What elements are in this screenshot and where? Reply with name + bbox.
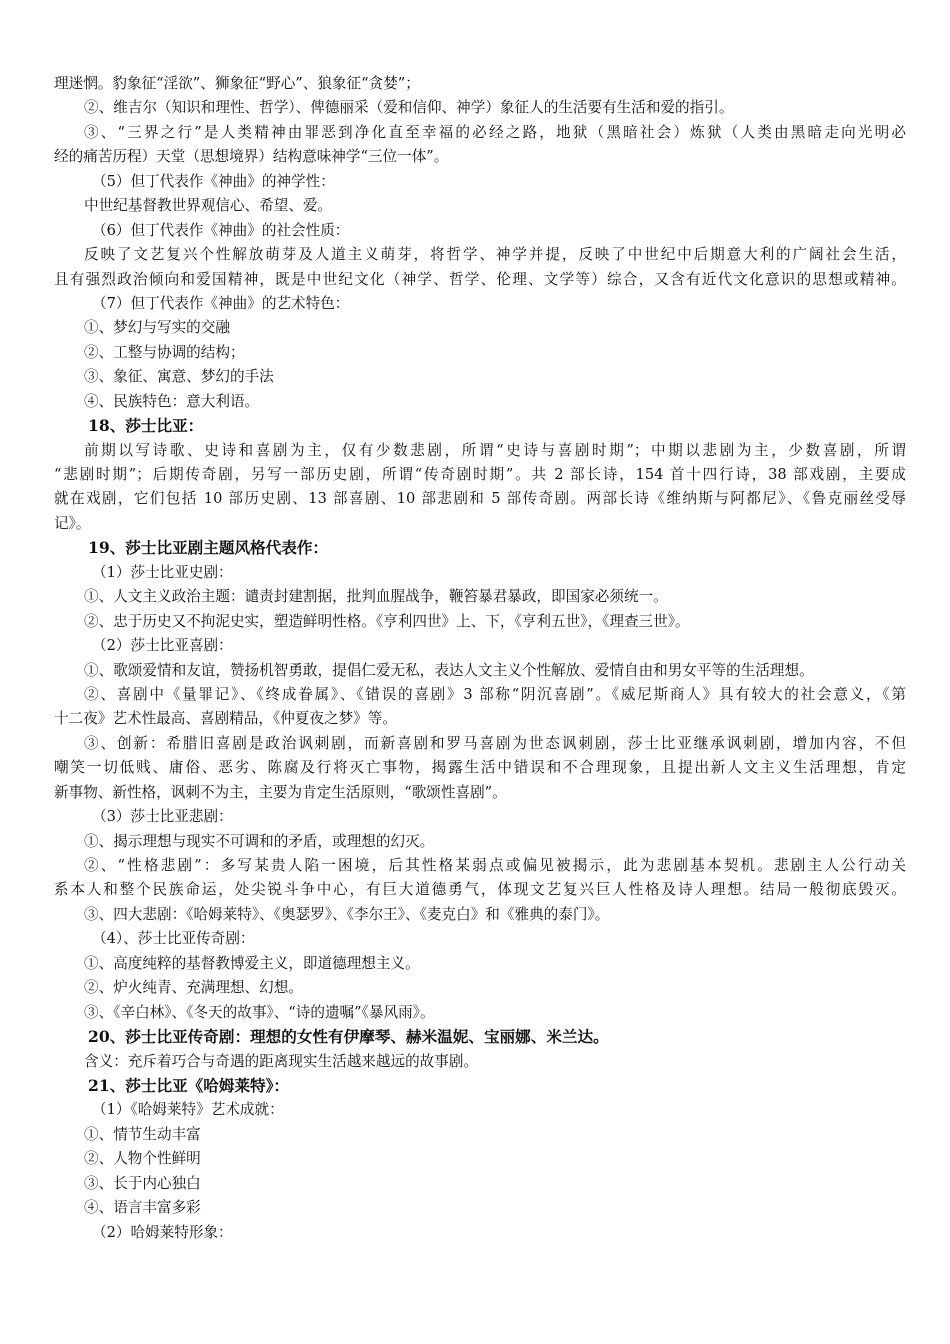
text-line: ①、高度纯粹的基督教博爱主义，即道德理想主义。 (84, 954, 420, 972)
text-line: 经的痛苦历程）天堂（思想境界）结构意味神学“三位一体”。 (54, 148, 449, 166)
text-line: 记》。 (54, 514, 91, 532)
text-line: ②、炉火纯青、充满理想、幻想。 (84, 979, 303, 997)
text-line: ②、人物个性鲜明 (84, 1150, 201, 1168)
text-line: 嘲笑一切低贱、庸俗、恶劣、陈腐及行将灭亡事物，揭露生活中错误和不合理现象，且提出新人文主义生活理想，肯定 (54, 759, 906, 777)
text-line: 前期以写诗歌、史诗和喜剧为主，仅有少数悲剧，所谓“史诗与喜剧时期”；中期以悲剧为主，少数喜剧，所谓 (84, 441, 906, 459)
section-heading: 18、莎士比亚： (88, 416, 204, 436)
text-line: （3）莎士比亚悲剧： (92, 808, 233, 826)
text-line: 中世纪基督教世界观信心、希望、爱。 (84, 197, 333, 215)
text-line: 系本人和整个民族命运，处尖锐斗争中心，有巨大道德勇气，体现文艺复兴巨人性格及诗人理想。结局一般彻底毁灭。 (54, 881, 906, 899)
text-line: （1）莎士比亚史剧： (92, 563, 233, 581)
text-line: ④、语言丰富多彩 (84, 1199, 201, 1217)
text-line: 反映了文艺复兴个性解放萌芽及人道主义萌芽，将哲学、神学并提，反映了中世纪中后期意大利的广阔社会生活， (84, 246, 906, 264)
text-line: ①、梦幻与写实的交融 (84, 319, 230, 337)
text-line: ③、四大悲剧：《哈姆莱特》、《奥瑟罗》、《李尔王》、《麦克白》和《雅典的泰门》。 (84, 905, 610, 923)
text-line: （7）但丁代表作《神曲》的艺术特色： (92, 294, 350, 312)
text-line: ②、喜剧中《量罪记》、《终成眷属》、《错误的喜剧》3 部称“阴沉喜剧”。《威尼斯商人》具有较大的社会意义，《第 (84, 685, 906, 703)
text-line: ①、情节生动丰富 (84, 1125, 201, 1143)
text-line: ②、“性格悲剧”：多写某贵人陷一困境，后其性格某弱点或偏见被揭示，此为悲剧基本契机。悲剧主人公行动关 (84, 857, 906, 874)
section-heading: 20、莎士比亚传奇剧：理想的女性有伊摩琴、赫米温妮、宝丽娜、米兰达。 (88, 1027, 609, 1047)
text-line: ③、长于内心独白 (84, 1174, 201, 1192)
text-line: ②、忠于历史又不拘泥史实，塑造鲜明性格。《亨利四世》上、下，《亨利五世》，《理查三世》。 (84, 612, 690, 630)
text-line: （5）但丁代表作《神曲》的神学性： (92, 172, 335, 190)
section-heading: 21、莎士比亚《哈姆莱特》： (88, 1075, 290, 1095)
text-line: （6）但丁代表作《神曲》的社会性质： (92, 221, 350, 239)
text-line: ①、人文主义政治主题：谴责封建割据，批判血腥战争，鞭笞暴君暴政，即国家必须统一。 (84, 588, 668, 606)
text-line: ③、“三界之行”是人类精神由罪恶到净化直至幸福的必经之路，地狱（黑暗社会）炼狱（人类由黑暗走向光明必 (84, 123, 906, 141)
text-line: ①、歌颂爱情和友谊，赞扬机智勇敢，提倡仁爱无私，表达人文主义个性解放、爱情自由和男女平等的生活理想。 (84, 661, 814, 679)
text-line: ②、工整与协调的结构； (84, 343, 245, 361)
text-line: ②、维吉尔（知识和理性、哲学）、俾德丽采（爱和信仰、神学）象征人的生活要有生活和爱的指引。 (84, 99, 734, 117)
text-line: “悲剧时期”；后期传奇剧，另写一部历史剧，所谓“传奇剧时期”。共 2 部长诗，154 首十四行诗，38 部戏剧，主要成 (54, 466, 906, 483)
text-line: 理迷惘。豹象征“淫欲”、狮象征“野心”、狼象征“贪婪”； (54, 75, 420, 92)
text-line: ③、创新：希腊旧喜剧是政治讽刺剧，而新喜剧和罗马喜剧为世态讽刺剧，莎士比亚继承讽刺剧，增加内容，不但 (84, 734, 906, 752)
text-line: 就在戏剧，它们包括 10 部历史剧、13 部喜剧、10 部悲剧和 5 部传奇剧。两部长诗《维纳斯与阿都尼》、《鲁克丽丝受辱 (54, 490, 906, 508)
text-line: （2）莎士比亚喜剧： (92, 637, 233, 655)
text-line: 且有强烈政治倾向和爱国精神，既是中世纪文化（神学、哲学、伦理、文学等）综合，又含有近代文化意识的思想或精神。 (54, 270, 906, 288)
text-line: ①、揭示理想与现实不可调和的矛盾，或理想的幻灭。 (84, 832, 435, 850)
text-line: （2）哈姆莱特形象： (92, 1223, 233, 1241)
text-line: 含义：充斥着巧合与奇遇的距离现实生活越来越远的故事剧。 (84, 1052, 479, 1070)
text-line: 十二夜》艺术性最高、喜剧精品，《仲夏夜之梦》等。 (54, 710, 397, 728)
text-line: （1）《哈姆莱特》艺术成就： (92, 1101, 284, 1119)
section-heading: 19、莎士比亚剧主题风格代表作： (88, 538, 329, 558)
document-body (54, 72, 906, 1245)
text-line: （4）、莎士比亚传奇剧： (92, 930, 255, 948)
text-line: ③、象征、寓意、梦幻的手法 (84, 368, 274, 386)
text-line: ④、民族特色：意大利语。 (84, 392, 260, 410)
text-line: 新事物、新性格，讽刺不为主，主要为肯定生活原则，“歌颂性喜剧”。 (54, 783, 507, 801)
text-line: ③、《辛白林》、《冬天的故事》、“诗的遗嘱”《暴风雨》。 (84, 1003, 435, 1021)
